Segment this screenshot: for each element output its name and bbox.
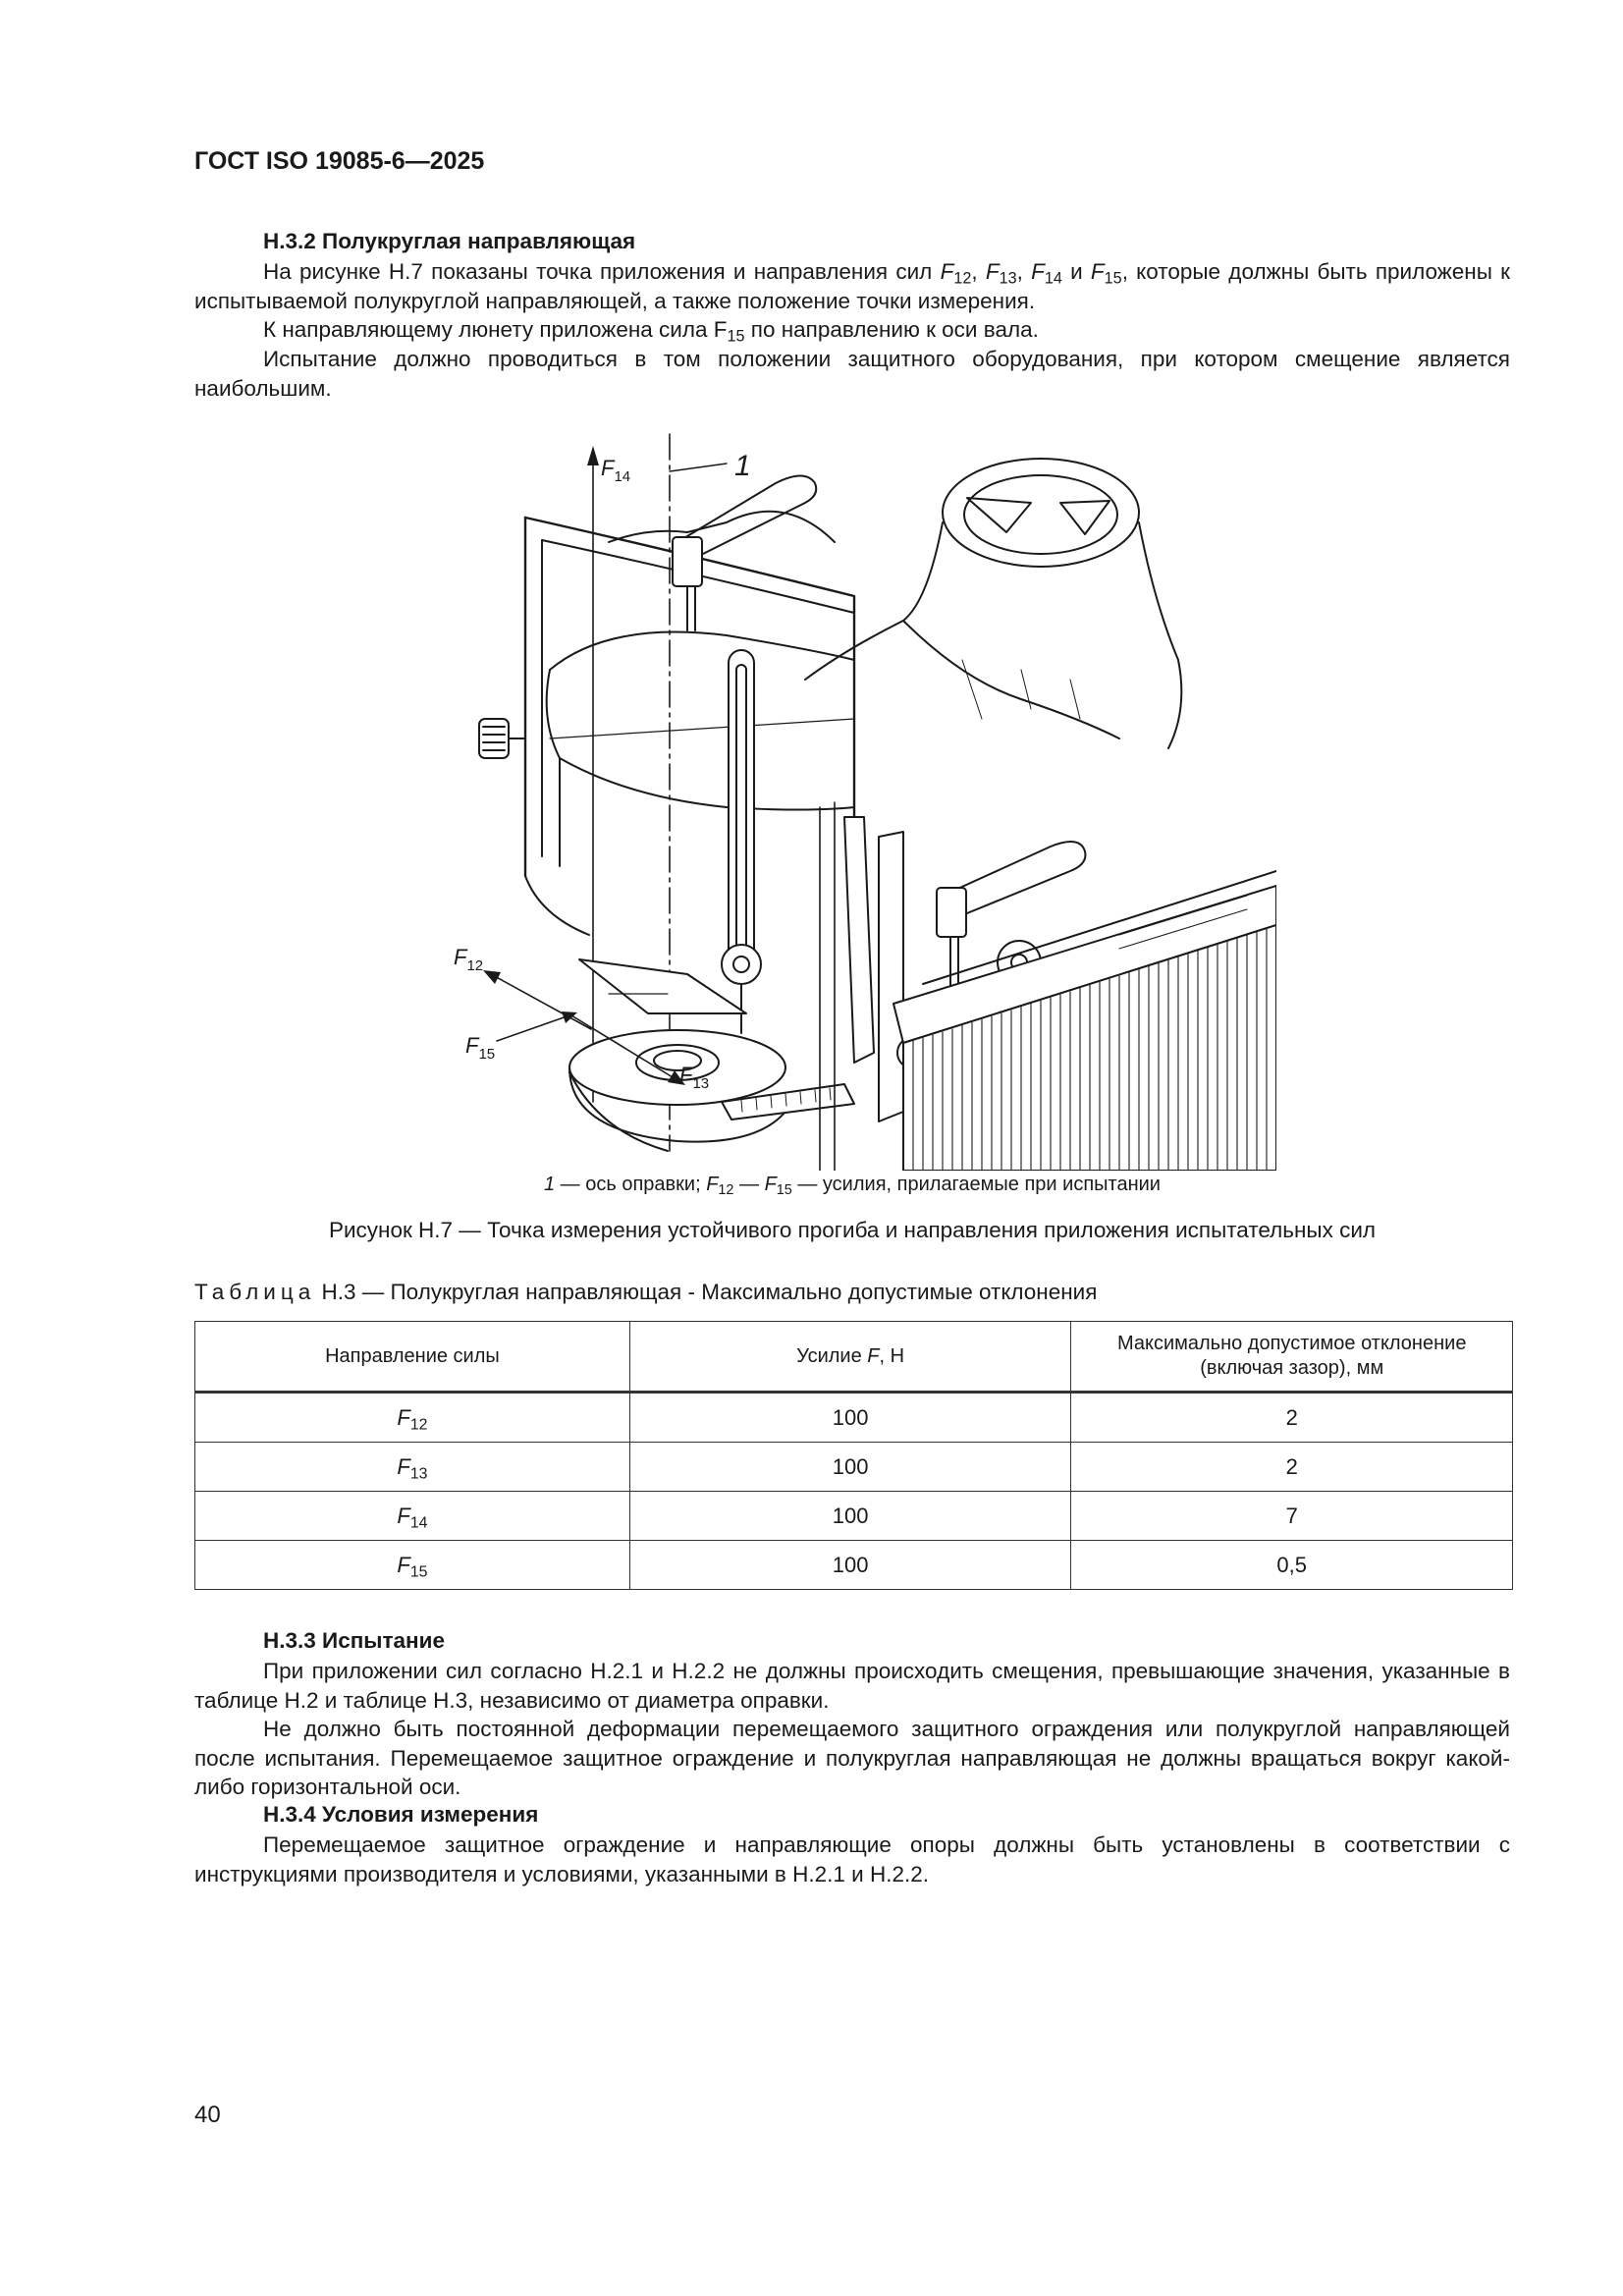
f15-arrow-line [497,1015,569,1041]
cell-force: 100 [629,1541,1071,1590]
section-h33-paragraph-1: При приложении сил согласно Н.2.1 и Н.2.2 не должны происходить смещения, превышающие значения, указанные в таблице Н.2 и таблице Н.3, независимо от диаметра оправки. [194,1659,1510,1713]
table-row [195,1541,1513,1590]
cell-deviation: 2 [1071,1393,1513,1443]
section-h34-title: Н.3.4 Условия измерения [263,1802,539,1827]
section-h32-paragraph-3: Испытание должно проводиться в том положении защитного оборудования, при котором смещение является наибольшим. [194,347,1510,401]
cell-direction: $F_{13}$ [195,1443,630,1492]
header-direction: Направление силы [195,1322,630,1393]
label-f12: $F_{12}$ [454,945,484,974]
label-f14: $F_{14}$ [601,456,631,485]
figure-legend: 1 — ось оправки; $F_{12}$ — $F_{15}$ — усилия, прилагаемые при испытании [544,1174,1161,1199]
label-f13: $F_{13}$ [679,1063,710,1092]
section-h32-title: Н.3.2 Полукруглая направляющая [263,229,636,253]
table-header-row [195,1322,1513,1393]
cell-force: 100 [629,1492,1071,1541]
section-h32-paragraph-1: На рисунке Н.7 показаны точка приложения и направления сил $F_{12}$, $F_{13}$, $F_{14}$ и $F_{15}$, которые должны быть приложены к испытываемой полукруглой направляющей, а также положение точки измерения. [194,259,1510,313]
section-h33-title: Н.3.3 Испытание [263,1628,445,1653]
cell-direction: $F_{12}$ [195,1393,630,1443]
section-h32-paragraph-2: К направляющему люнету приложена сила $F_{15}$ по направлению к оси вала. [263,317,1039,346]
table-row [195,1443,1513,1492]
table-row [195,1492,1513,1541]
f12-arrow-line [491,974,591,1029]
section-h33-paragraph-2: Не должно быть постоянной деформации перемещаемого защитного ограждения или полукруглой направляющей после испытания. Перемещаемое защитное ограждение и полукруглая направляющая не должны вращаться вокруг какой-либо горизонтальной оси. [194,1717,1510,1799]
label-f15: $F_{15}$ [465,1033,496,1063]
figure-h7-drawing [432,424,1276,1171]
header-deviation: Максимально допустимое отклонение (включая зазор), мм [1071,1322,1513,1393]
cell-direction: $F_{14}$ [195,1492,630,1541]
header-force: Усилие F, Н [629,1322,1071,1393]
cell-deviation: 2 [1071,1443,1513,1492]
document-header: ГОСТ ISO 19085-6—2025 [194,147,485,175]
cell-deviation: 0,5 [1071,1541,1513,1590]
cell-force: 100 [629,1393,1071,1443]
cell-deviation: 7 [1071,1492,1513,1541]
section-h34-paragraph-1: Перемещаемое защитное ограждение и направляющие опоры должны быть установлены в соответствии с инструкциями производителя и условиями, указанными в Н.2.1 и Н.2.2. [194,1832,1510,1886]
page-number: 40 [194,2102,221,2128]
table-row [195,1393,1513,1443]
figure-caption: Рисунок Н.7 — Точка измерения устойчивого прогиба и направления приложения испытательных сил [328,1218,1377,1242]
axis-label-1: 1 [734,450,751,482]
cell-direction: $F_{15}$ [195,1541,630,1590]
deviation-table [194,1321,1513,1590]
cell-force: 100 [629,1443,1071,1492]
table-caption: Таблица Н.3 — Полукруглая направляющая - Максимально допустимые отклонения [194,1280,1098,1304]
